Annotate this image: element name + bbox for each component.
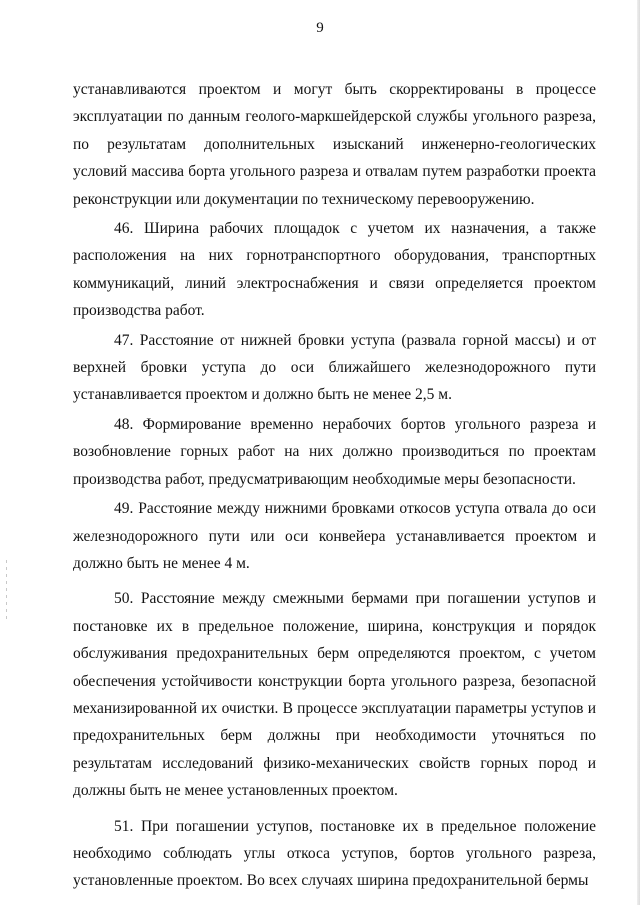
paragraph-item-48: 48. Формирование временно нерабочих бортов угольного разреза и возобновление горных работ на них должно производиться по проектам производства работ, предусматривающим необходимые меры безопасности. [73, 415, 596, 488]
page-number: 9 [316, 20, 324, 36]
paragraph-item-46: 46. Ширина рабочих площадок с учетом их назначения, а также расположения на них горнотранспортного оборудования, транспортных коммуникаций, линий электроснабжения и связи определяется проектом производства работ. [73, 220, 596, 320]
paragraph-item-50: 50. Расстояние между смежными бермами при погашении уступов и постановке их в предельное положение, ширина, конструкция и порядок обслуживания предохранительных берм определяются проектом, с учетом обеспечения устойчивости конструкции борта угольного разреза, безопасной механизированной их очистки. В процессе эксплуатации параметры уступов и предохранительных берм должны при необходимости уточняться по результатам исследований физико-механических свойств горных пород и должны быть не менее установленных проектом. [73, 590, 596, 800]
scan-margin-mark [6, 560, 7, 620]
paragraph-item-51: 51. При погашении уступов, постановке их в предельное положение необходимо соблюдать углы откоса уступов, бортов угольного разреза, установленные проектом. Во всех случаях ширина предохранительной бермы [73, 817, 596, 890]
paragraph-continuation: устанавливаются проектом и могут быть скорректированы в процессе эксплуатации по данным геолого-маркшейдерской службы угольного разреза, по результатам дополнительных изысканий инженерно-геологических условий массива борта угольного разреза и отвалам путем разработки проекта реконструкции или документации по техническому перевооружению. [73, 81, 596, 208]
paragraph-item-47: 47. Расстояние от нижней бровки уступа (развала горной массы) и от верхней бровки уступа до оси ближайшего железнодорожного пути устанавливается проектом и должно быть не менее 2,5 м. [73, 331, 596, 404]
document-body [73, 76, 596, 895]
paragraph-item-49: 49. Расстояние между нижними бровками откосов уступа отвала до оси железнодорожного пути или оси конвейера устанавливается проектом и должно быть не менее 4 м. [73, 500, 596, 572]
